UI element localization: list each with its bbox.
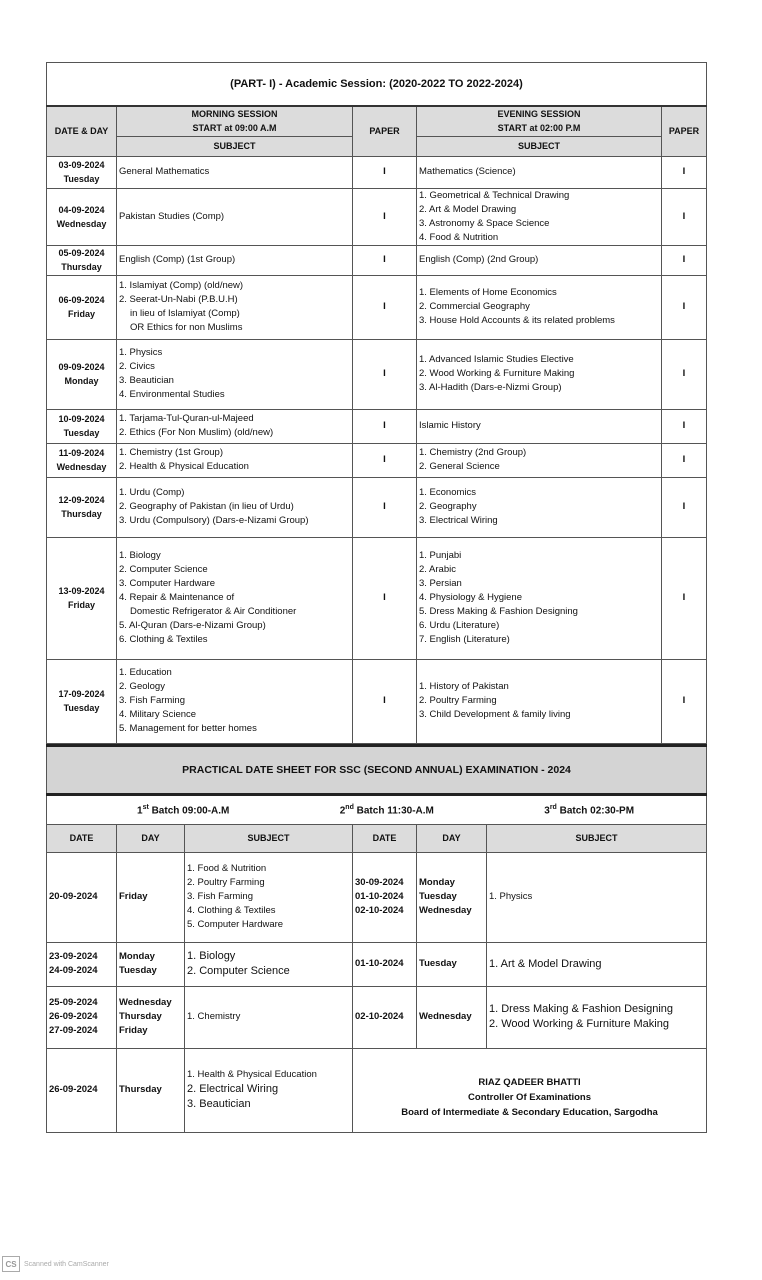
subject-line: 2. Art & Model Drawing [419,203,517,215]
exam-date: 03-09-2024 [58,160,105,170]
practical-day: Friday [119,891,148,902]
left-subjects [185,986,353,1048]
practical-row [47,852,707,942]
morning-paper: I [353,537,417,659]
morning-paper-header: PAPER [353,106,417,156]
exam-day: Tuesday [63,703,100,713]
right-subjects [487,986,707,1048]
morning-subject-header: SUBJECT [117,136,353,156]
subject-line: 3. House Hold Accounts & its related problems [419,315,615,326]
date-day-cell [47,409,117,443]
controller-title: Controller Of Examinations [468,1091,592,1103]
subject-line: 1. Geometrical & Technical Drawing [419,189,570,201]
practical-date: 01-10-2024 [355,958,404,969]
morning-subjects [117,339,353,409]
date-day-cell [47,537,117,659]
subject-line: 6. Clothing & Textiles [119,634,208,645]
subject-line: 1. Islamiyat (Comp) (old/new) [119,280,244,291]
practical-subject: 3. Beautician [187,1098,251,1110]
practical-day: Friday [119,1025,148,1036]
subject-line: 1. Chemistry (1st Group) [119,447,223,458]
evening-paper: I [662,409,707,443]
practical-day: Tuesday [419,891,457,902]
exam-day: Tuesday [63,428,100,438]
exam-date: 13-09-2024 [58,586,105,596]
morning-subjects [117,156,353,188]
practical-subject: 5. Computer Hardware [187,919,284,930]
evening-subjects [417,188,662,245]
morning-paper: I [353,275,417,339]
right-days [417,942,487,986]
exam-day: Wednesday [56,462,107,472]
exam-date: 06-09-2024 [58,295,105,305]
practical-date: 26-09-2024 [49,1084,98,1095]
board-name: Board of Intermediate & Secondary Education, Sargodha [401,1106,658,1118]
evening-subjects [417,156,662,188]
practical-date-header: DATE [47,824,117,852]
date-day-cell [47,443,117,477]
subject-line: 2. Health & Physical Education [119,461,249,472]
subject-line: 3. Electrical Wiring [419,515,498,526]
exam-day: Thursday [61,262,102,272]
subject-line: 2. Wood Working & Furniture Making [419,368,575,379]
subject-line: 2. Civics [119,361,155,372]
practical-date: 23-09-2024 [49,951,98,962]
practical-subject: 2. Computer Science [187,965,290,977]
subject-line: 2. Seerat-Un-Nabi (P.B.U.H) [119,294,238,305]
left-dates [47,1048,117,1132]
signature-block [353,1048,707,1132]
evening-subjects [417,409,662,443]
date-day-cell [47,339,117,409]
morning-subjects [117,443,353,477]
subject-line: Domestic Refrigerator & Air Conditioner [130,606,297,617]
exam-date: 17-09-2024 [58,689,105,699]
practical-subject: 2. Poultry Farming [187,877,265,888]
subject-line: Mathematics (Science) [419,166,516,177]
practical-row [47,1048,707,1132]
theory-rows [47,156,707,743]
evening-subjects [417,275,662,339]
exam-date: 09-09-2024 [58,362,105,372]
exam-date: 04-09-2024 [58,204,105,215]
batch-times [47,794,707,824]
subject-line: 1. History of Pakistan [419,681,509,692]
date-day-cell [47,245,117,275]
exam-date: 05-09-2024 [58,248,105,258]
practical-rows [47,852,707,1132]
evening-paper: I [662,339,707,409]
exam-day: Friday [67,600,95,610]
evening-session-header [417,106,662,136]
subject-line: 3. Computer Hardware [119,578,216,589]
subject-line: General Mathematics [119,166,210,177]
left-dates [47,986,117,1048]
practical-date: 25-09-2024 [49,997,98,1008]
practical-subject: 4. Clothing & Textiles [187,905,276,916]
theory-row [47,409,707,443]
morning-paper: I [353,477,417,537]
batch-1: 1st Batch 09:00-A.M [137,803,230,817]
left-days [117,852,185,942]
theory-row [47,339,707,409]
subject-line: 1. Education [119,667,172,678]
subject-line: 2. Arabic [419,564,456,575]
scanner-text: Scanned with CamScanner [24,1260,109,1268]
exam-day: Tuesday [63,174,100,184]
subject-line: 1. Urdu (Comp) [119,487,185,498]
morning-paper: I [353,339,417,409]
evening-session-label: EVENING SESSION [497,109,581,120]
theory-table [46,62,707,744]
morning-paper: I [353,659,417,743]
practical-day: Thursday [119,1084,162,1095]
morning-start-time: START at 09:00 A.M [192,123,277,134]
morning-subjects [117,245,353,275]
practical-subject: 3. Fish Farming [187,891,253,902]
subject-line: 2. Computer Science [119,564,208,575]
batch-3: 3rd Batch 02:30-PM [544,803,635,817]
right-dates [353,986,417,1048]
practical-day: Wednesday [119,997,172,1008]
evening-subjects [417,339,662,409]
theory-row [47,477,707,537]
exam-date: 12-09-2024 [58,495,105,505]
evening-paper: I [662,537,707,659]
practical-subject: 1. Physics [489,891,533,902]
subject-line: Islamic History [419,420,481,431]
left-subjects [185,942,353,986]
morning-paper: I [353,245,417,275]
date-day-header: DATE & DAY [47,106,117,156]
practical-subject: 1. Health & Physical Education [187,1069,317,1080]
evening-paper: I [662,443,707,477]
subject-line: 3. Beautician [119,375,174,386]
subject-line: 1. Advanced Islamic Studies Elective [419,354,574,365]
right-subjects [487,942,707,986]
evening-paper-header: PAPER [662,106,707,156]
subject-line: 4. Environmental Studies [119,389,225,400]
evening-paper: I [662,156,707,188]
subject-line: 1. Chemistry (2nd Group) [419,447,527,458]
subject-line: 4. Physiology & Hygiene [419,592,522,603]
evening-start-time: START at 02:00 P.M [497,123,581,134]
theory-row [47,275,707,339]
scanner-watermark [2,1256,109,1272]
left-subjects [185,1048,353,1132]
practical-subject: 2. Electrical Wiring [187,1083,279,1095]
evening-subjects [417,443,662,477]
subject-line: 3. Astronomy & Space Science [419,217,550,229]
subject-line: 4. Food & Nutrition [419,231,499,243]
practical-day: Tuesday [419,958,457,969]
subject-line: 7. English (Literature) [419,634,510,645]
practical-subject: 1. Biology [187,950,236,962]
subject-line: 2. Commercial Geography [419,301,530,312]
right-days [417,986,487,1048]
subject-line: 3. Fish Farming [119,695,185,706]
subject-line: 2. Poultry Farming [419,695,497,706]
subject-line: OR Ethics for non Muslims [130,322,243,333]
subject-line: 5. Management for better homes [119,723,257,734]
subject-line: 3. Urdu (Compulsory) (Dars-e-Nizami Group) [119,515,309,526]
practical-day-header-2: DAY [417,824,487,852]
morning-subjects [117,659,353,743]
theory-row [47,188,707,245]
practical-subject: 1. Art & Model Drawing [489,957,602,970]
subject-line: 2. Geology [119,681,165,692]
date-day-cell [47,477,117,537]
practical-day-header: DAY [117,824,185,852]
practical-date: 20-09-2024 [49,891,98,902]
date-sheet [46,62,706,1133]
subject-line: 6. Urdu (Literature) [419,620,500,631]
practical-date: 30-09-2024 [355,877,404,888]
practical-date: 02-10-2024 [355,1011,404,1022]
subject-line: 4. Repair & Maintenance of [119,592,235,603]
date-day-cell [47,275,117,339]
practical-row [47,986,707,1048]
practical-row [47,942,707,986]
theory-row [47,245,707,275]
subject-line: 1. Biology [119,550,161,561]
exam-date: 11-09-2024 [58,448,105,458]
subject-line: English (Comp) (2nd Group) [419,254,539,265]
evening-paper: I [662,275,707,339]
subject-line: English (Comp) (1st Group) [119,254,236,265]
subject-line: in lieu of Islamiyat (Comp) [130,308,240,319]
left-subjects [185,852,353,942]
subject-line: 5. Al-Quran (Dars-e-Nizami Group) [119,620,266,631]
morning-paper: I [353,443,417,477]
morning-subjects [117,409,353,443]
practical-date-header-2: DATE [353,824,417,852]
left-days [117,1048,185,1132]
subject-line: Pakistan Studies (Comp) [119,210,225,222]
right-dates [353,942,417,986]
morning-subjects [117,188,353,245]
evening-subject-header: SUBJECT [417,136,662,156]
practical-subject: 1. Dress Making & Fashion Designing [489,1003,674,1015]
practical-day: Monday [419,877,455,888]
morning-session-header [117,106,353,136]
left-dates [47,942,117,986]
practical-day: Wednesday [419,905,472,916]
subject-line: 2. Geography of Pakistan (in lieu of Urdu) [119,501,294,512]
morning-session-label: MORNING SESSION [191,109,278,120]
practical-date: 27-09-2024 [49,1025,98,1036]
evening-subjects [417,477,662,537]
morning-subjects [117,537,353,659]
subject-line: 2. Geography [419,501,477,512]
camscanner-logo-icon: CS [2,1256,20,1272]
subject-line: 2. Ethics (For Non Muslim) (old/new) [119,427,274,438]
subject-line: 3. Al-Hadith (Dars-e-Nizmi Group) [419,382,562,393]
exam-day: Thursday [61,509,102,519]
morning-paper: I [353,409,417,443]
practical-date: 02-10-2024 [355,905,404,916]
date-day-cell [47,659,117,743]
left-days [117,986,185,1048]
date-day-cell [47,156,117,188]
evening-subjects [417,659,662,743]
practical-date: 01-10-2024 [355,891,404,902]
right-dates [353,852,417,942]
subject-line: 1. Tarjama-Tul-Quran-ul-Majeed [119,413,254,424]
theory-row [47,659,707,743]
subject-line: 3. Child Development & family living [419,709,571,720]
practical-subject-header: SUBJECT [185,824,353,852]
practical-date: 26-09-2024 [49,1011,98,1022]
theory-row [47,443,707,477]
practical-day: Monday [119,951,155,962]
practical-day: Wednesday [419,1011,472,1022]
subject-line: 2. General Science [419,461,500,472]
left-dates [47,852,117,942]
exam-day: Wednesday [56,218,107,229]
left-days [117,942,185,986]
practical-day: Tuesday [119,965,157,976]
practical-day: Thursday [119,1011,162,1022]
subject-line: 3. Persian [419,578,462,589]
practical-subject-header-2: SUBJECT [487,824,707,852]
subject-line: 1. Physics [119,347,163,358]
practical-title: PRACTICAL DATE SHEET FOR SSC (SECOND ANNUAL) EXAMINATION - 2024 [47,745,707,794]
controller-name: RIAZ QADEER BHATTI [478,1076,581,1088]
morning-subjects [117,477,353,537]
part1-title: (PART- I) - Academic Session: (2020-2022 TO 2022-2024) [47,63,707,107]
subject-line: 1. Economics [419,487,477,498]
evening-paper: I [662,477,707,537]
right-days [417,852,487,942]
subject-line: 1. Punjabi [419,550,462,561]
practical-date: 24-09-2024 [49,965,98,976]
batch-2: 2nd Batch 11:30-A.M [339,803,434,817]
exam-day: Monday [64,376,99,386]
evening-paper: I [662,188,707,245]
evening-subjects [417,537,662,659]
evening-paper: I [662,245,707,275]
theory-row [47,537,707,659]
subject-line: 1. Elements of Home Economics [419,287,557,298]
right-subjects [487,852,707,942]
exam-day: Friday [67,309,95,319]
practical-subject: 1. Chemistry [187,1011,241,1022]
subject-line: 4. Military Science [119,709,197,720]
theory-row [47,156,707,188]
practical-subject: 1. Food & Nutrition [187,863,267,874]
morning-subjects [117,275,353,339]
evening-paper: I [662,659,707,743]
practical-subject: 2. Wood Working & Furniture Making [489,1018,669,1030]
date-day-cell [47,188,117,245]
subject-line: 5. Dress Making & Fashion Designing [419,606,578,617]
exam-date: 10-09-2024 [58,414,105,424]
morning-paper: I [353,188,417,245]
morning-paper: I [353,156,417,188]
evening-subjects [417,245,662,275]
practical-table [46,744,707,1133]
